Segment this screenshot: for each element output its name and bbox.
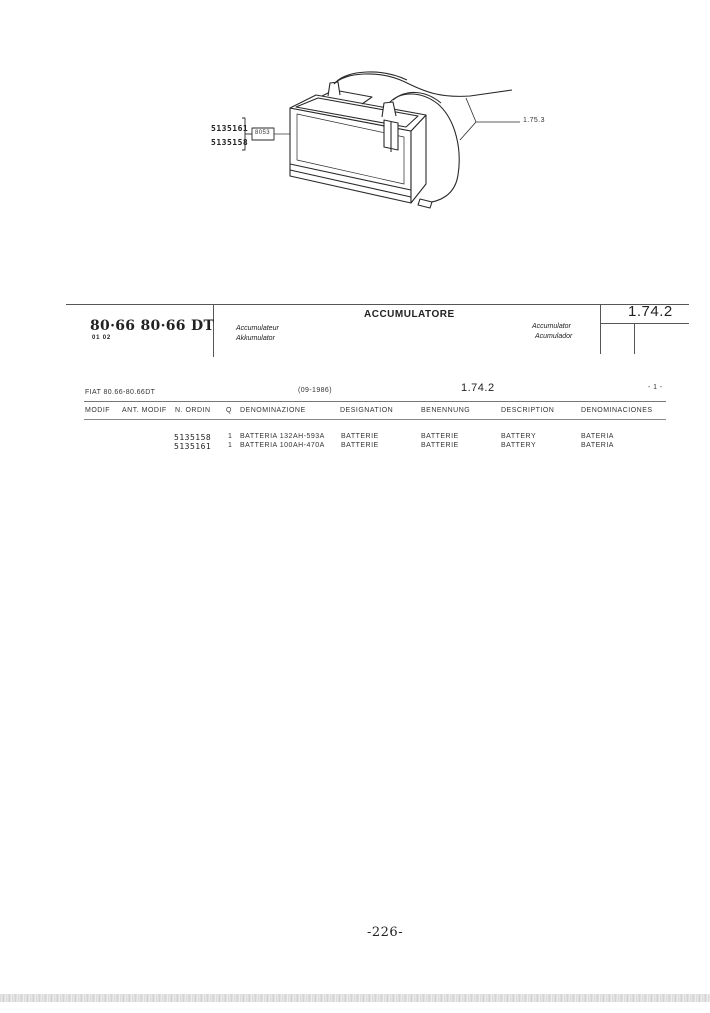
col-n-ordin: N. ORDIN	[175, 407, 211, 414]
section-number: 1.74.2	[628, 303, 673, 320]
listing-top-rule	[84, 401, 666, 402]
header-top-rule	[66, 304, 689, 305]
callout-part-5135158: 5135158	[211, 138, 249, 147]
col-denominaciones: DENOMINACIONES	[581, 407, 653, 414]
row-denominaciones: BATERIA	[581, 442, 614, 449]
callout-box-label: 8053	[255, 130, 270, 136]
row-designation: BATTERIE	[341, 442, 379, 449]
table-row	[0, 442, 710, 452]
title-french: Accumulateur	[236, 325, 279, 332]
col-q: Q	[226, 407, 232, 414]
col-benennung: BENENNUNG	[421, 407, 471, 414]
listing-header-row	[0, 407, 710, 417]
row-benennung: BATTERIE	[421, 442, 459, 449]
row-denominazione: BATTERIA 132AH-593A	[240, 433, 325, 440]
callout-part-5135161: 5135161	[211, 124, 249, 133]
row-benennung: BATTERIE	[421, 433, 459, 440]
title-spanish: Acumulador	[535, 333, 573, 340]
title-english: Accumulator	[532, 323, 571, 330]
header-section-rule	[600, 323, 689, 324]
row-part-number: 5135158	[174, 433, 212, 442]
row-quantity: 1	[228, 433, 233, 440]
scan-edge-artifact	[0, 994, 710, 1002]
col-denominazione: DENOMINAZIONE	[240, 407, 306, 414]
listing-page-marker: - 1 -	[648, 384, 663, 391]
title-german: Akkumulator	[236, 335, 275, 342]
row-quantity: 1	[228, 442, 233, 449]
row-denominaciones: BATERIA	[581, 433, 614, 440]
listing-model-line: FIAT 80.66-80.66DT	[85, 389, 156, 396]
listing-date: (09-1986)	[298, 387, 332, 394]
row-description: BATTERY	[501, 433, 537, 440]
page-number: -226-	[367, 925, 404, 940]
header-divider-section	[634, 323, 635, 354]
row-designation: BATTERIE	[341, 433, 379, 440]
section-title: ACCUMULATORE	[364, 309, 455, 320]
battery-diagram	[0, 0, 710, 300]
col-description: DESCRIPTION	[501, 407, 555, 414]
listing-section-number: 1.74.2	[461, 382, 495, 394]
col-ant-modif: ANT. MODIF	[122, 407, 167, 414]
listing-header-rule	[84, 419, 666, 420]
row-denominazione: BATTERIA 100AH-470A	[240, 442, 325, 449]
header-divider-right	[600, 305, 601, 354]
model-subtitle: 01 02	[92, 335, 112, 341]
callout-ref-label: 1.75.3	[523, 117, 545, 124]
col-designation: DESIGNATION	[340, 407, 394, 414]
row-part-number: 5135161	[174, 442, 212, 451]
model-title: 80·66 80·66 DT	[90, 318, 215, 334]
row-description: BATTERY	[501, 442, 537, 449]
col-modif: MODIF	[85, 407, 111, 414]
